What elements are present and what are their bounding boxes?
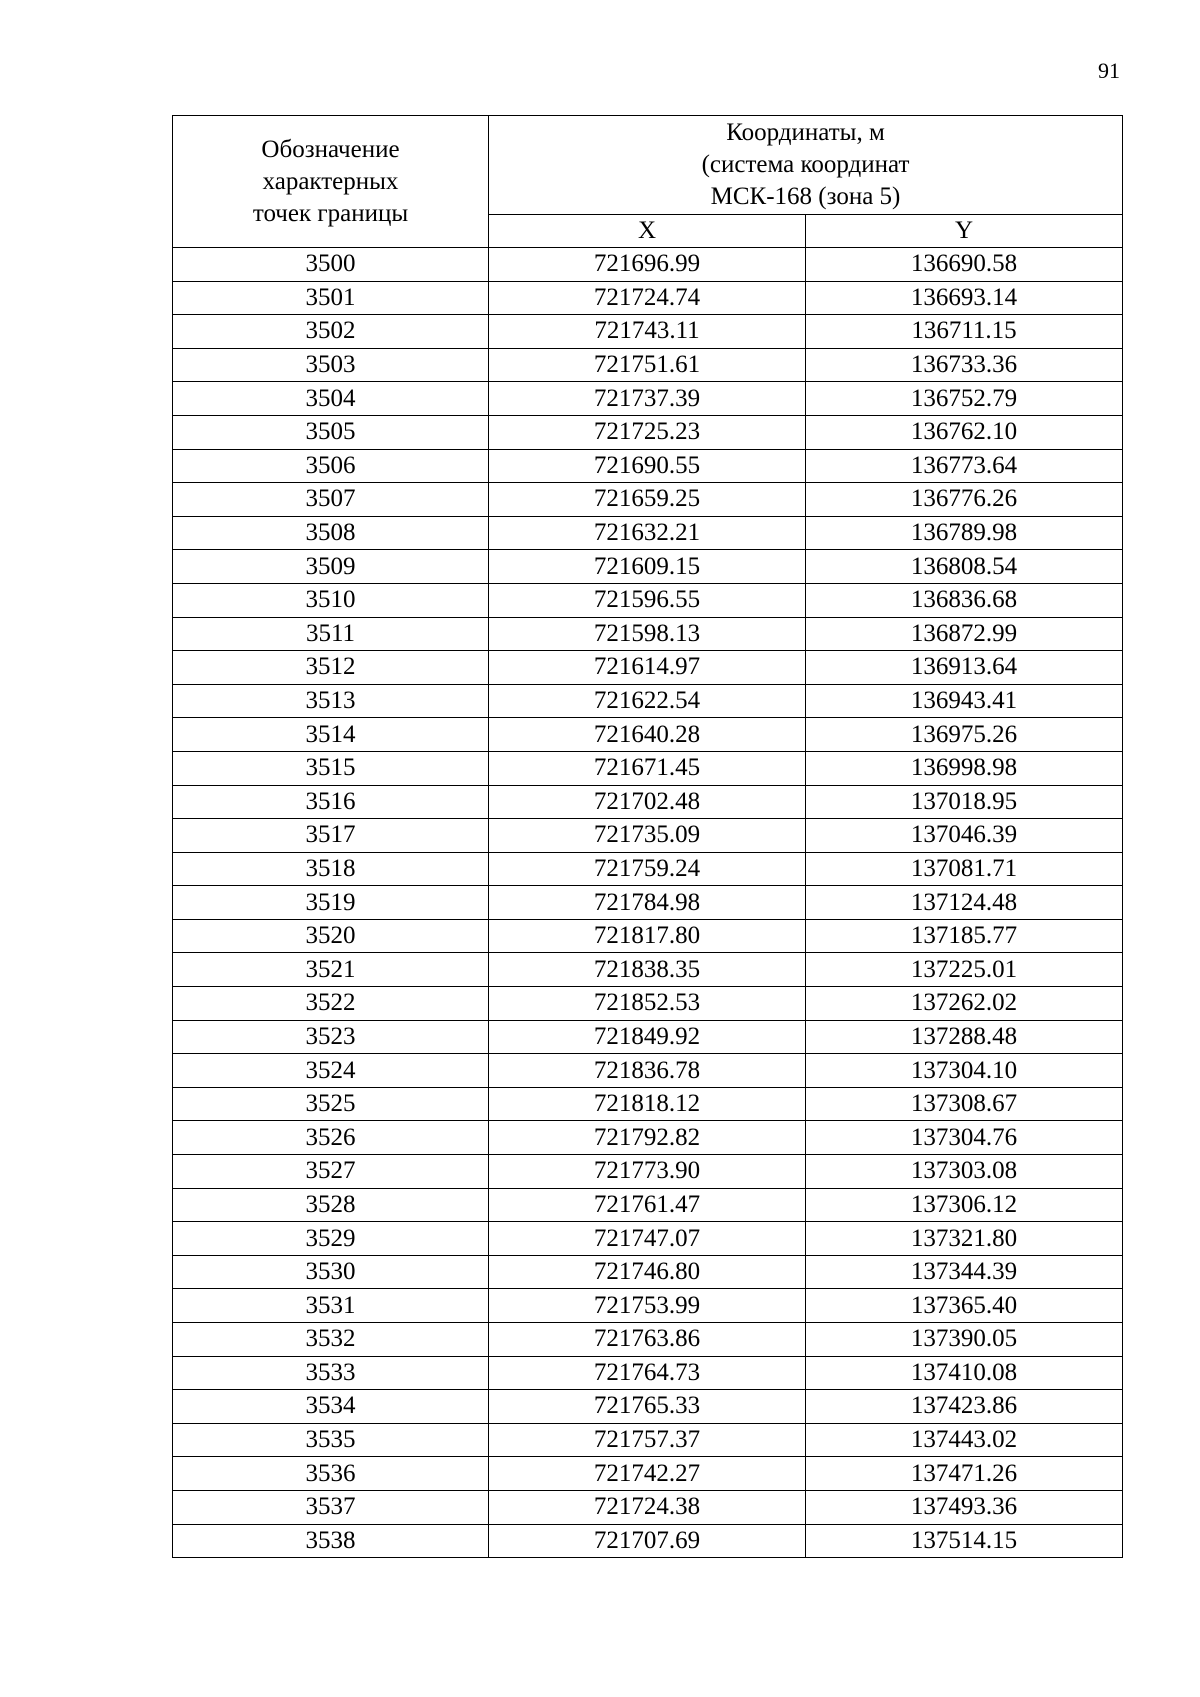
point-cell: 3508 xyxy=(173,516,489,550)
point-cell: 3526 xyxy=(173,1121,489,1155)
point-cell: 3531 xyxy=(173,1289,489,1323)
table-row xyxy=(173,550,1123,584)
point-cell: 3504 xyxy=(173,382,489,416)
table-row xyxy=(173,483,1123,517)
table-row xyxy=(173,1255,1123,1289)
x-coordinate-cell: 721757.37 xyxy=(489,1423,806,1457)
point-cell: 3522 xyxy=(173,987,489,1021)
table-row xyxy=(173,886,1123,920)
coordinates-header xyxy=(489,116,1123,215)
coordinates-header-line: МСК-168 (зона 5) xyxy=(710,183,901,210)
x-coordinate-cell: 721852.53 xyxy=(489,987,806,1021)
y-coordinate-cell: 136943.41 xyxy=(806,684,1123,718)
y-coordinate-cell: 136762.10 xyxy=(806,415,1123,449)
table-row xyxy=(173,382,1123,416)
x-coordinate-cell: 721622.54 xyxy=(489,684,806,718)
point-cell: 3519 xyxy=(173,886,489,920)
designation-header-line: точек границы xyxy=(252,199,409,227)
table-row xyxy=(173,718,1123,752)
y-coordinate-cell: 136711.15 xyxy=(806,315,1123,349)
x-coordinate-cell: 721614.97 xyxy=(489,651,806,685)
x-coordinate-cell: 721690.55 xyxy=(489,449,806,483)
y-coordinate-cell: 136690.58 xyxy=(806,248,1123,282)
point-cell: 3523 xyxy=(173,1020,489,1054)
x-coordinate-cell: 721707.69 xyxy=(489,1524,806,1558)
y-coordinate-cell: 137262.02 xyxy=(806,987,1123,1021)
table-row xyxy=(173,516,1123,550)
table-row xyxy=(173,1390,1123,1424)
point-cell: 3503 xyxy=(173,348,489,382)
point-cell: 3512 xyxy=(173,651,489,685)
x-coordinate-cell: 721753.99 xyxy=(489,1289,806,1323)
y-coordinate-cell: 137124.48 xyxy=(806,886,1123,920)
table-row xyxy=(173,248,1123,282)
y-coordinate-cell: 137471.26 xyxy=(806,1457,1123,1491)
table-row xyxy=(173,651,1123,685)
y-coordinate-cell: 137225.01 xyxy=(806,953,1123,987)
designation-header-line: характерных xyxy=(262,167,399,195)
point-cell: 3514 xyxy=(173,718,489,752)
y-coordinate-cell: 136836.68 xyxy=(806,583,1123,617)
y-coordinate-cell: 137306.12 xyxy=(806,1188,1123,1222)
table-row xyxy=(173,852,1123,886)
point-cell: 3509 xyxy=(173,550,489,584)
y-coordinate-cell: 136773.64 xyxy=(806,449,1123,483)
x-coordinate-cell: 721609.15 xyxy=(489,550,806,584)
table-row xyxy=(173,1323,1123,1357)
y-coordinate-cell: 137303.08 xyxy=(806,1155,1123,1189)
x-coordinate-cell: 721696.99 xyxy=(489,248,806,282)
y-column-header: Y xyxy=(806,215,1123,248)
page-number: 91 xyxy=(1098,58,1120,83)
table-row xyxy=(173,315,1123,349)
coordinates-header-line: Координаты, м xyxy=(726,119,885,146)
x-coordinate-cell: 721773.90 xyxy=(489,1155,806,1189)
y-coordinate-cell: 137308.67 xyxy=(806,1087,1123,1121)
y-coordinate-cell: 137410.08 xyxy=(806,1356,1123,1390)
table-row xyxy=(173,1490,1123,1524)
y-coordinate-cell: 136789.98 xyxy=(806,516,1123,550)
point-cell: 3500 xyxy=(173,248,489,282)
point-cell: 3513 xyxy=(173,684,489,718)
y-coordinate-cell: 137390.05 xyxy=(806,1323,1123,1357)
y-coordinate-cell: 137288.48 xyxy=(806,1020,1123,1054)
point-cell: 3517 xyxy=(173,819,489,853)
table-row xyxy=(173,1524,1123,1558)
designation-header-line: Обозначение xyxy=(261,135,400,163)
y-coordinate-cell: 137018.95 xyxy=(806,785,1123,819)
point-cell: 3535 xyxy=(173,1423,489,1457)
table-row xyxy=(173,987,1123,1021)
point-cell: 3510 xyxy=(173,583,489,617)
table-row xyxy=(173,617,1123,651)
x-coordinate-cell: 721746.80 xyxy=(489,1255,806,1289)
x-coordinate-cell: 721792.82 xyxy=(489,1121,806,1155)
x-coordinate-cell: 721817.80 xyxy=(489,919,806,953)
x-coordinate-cell: 721818.12 xyxy=(489,1087,806,1121)
x-coordinate-cell: 721849.92 xyxy=(489,1020,806,1054)
x-coordinate-cell: 721765.33 xyxy=(489,1390,806,1424)
table-row xyxy=(173,684,1123,718)
y-coordinate-cell: 137443.02 xyxy=(806,1423,1123,1457)
x-coordinate-cell: 721725.23 xyxy=(489,415,806,449)
table-row xyxy=(173,1457,1123,1491)
point-cell: 3501 xyxy=(173,281,489,315)
x-coordinate-cell: 721724.38 xyxy=(489,1490,806,1524)
point-cell: 3527 xyxy=(173,1155,489,1189)
x-coordinate-cell: 721836.78 xyxy=(489,1054,806,1088)
table-row xyxy=(173,281,1123,315)
point-cell: 3534 xyxy=(173,1390,489,1424)
y-coordinate-cell: 136776.26 xyxy=(806,483,1123,517)
table-row xyxy=(173,1054,1123,1088)
point-cell: 3533 xyxy=(173,1356,489,1390)
y-coordinate-cell: 137081.71 xyxy=(806,852,1123,886)
point-cell: 3502 xyxy=(173,315,489,349)
x-coordinate-cell: 721838.35 xyxy=(489,953,806,987)
x-coordinate-cell: 721743.11 xyxy=(489,315,806,349)
point-cell: 3538 xyxy=(173,1524,489,1558)
y-coordinate-cell: 137514.15 xyxy=(806,1524,1123,1558)
point-cell: 3528 xyxy=(173,1188,489,1222)
x-coordinate-cell: 721596.55 xyxy=(489,583,806,617)
table-row xyxy=(173,1188,1123,1222)
table-body xyxy=(173,248,1123,1558)
x-coordinate-cell: 721761.47 xyxy=(489,1188,806,1222)
point-cell: 3511 xyxy=(173,617,489,651)
point-cell: 3529 xyxy=(173,1222,489,1256)
y-coordinate-cell: 137304.10 xyxy=(806,1054,1123,1088)
x-coordinate-cell: 721737.39 xyxy=(489,382,806,416)
y-coordinate-cell: 136733.36 xyxy=(806,348,1123,382)
x-coordinate-cell: 721759.24 xyxy=(489,852,806,886)
x-coordinate-cell: 721763.86 xyxy=(489,1323,806,1357)
table-row xyxy=(173,348,1123,382)
table-row xyxy=(173,1121,1123,1155)
x-column-header: X xyxy=(489,215,806,248)
y-coordinate-cell: 137423.86 xyxy=(806,1390,1123,1424)
point-cell: 3516 xyxy=(173,785,489,819)
table-row xyxy=(173,919,1123,953)
y-coordinate-cell: 137321.80 xyxy=(806,1222,1123,1256)
x-coordinate-cell: 721735.09 xyxy=(489,819,806,853)
x-coordinate-cell: 721659.25 xyxy=(489,483,806,517)
coordinates-table xyxy=(172,115,1123,1558)
point-cell: 3532 xyxy=(173,1323,489,1357)
x-coordinate-cell: 721751.61 xyxy=(489,348,806,382)
table-row xyxy=(173,1155,1123,1189)
table-row xyxy=(173,1020,1123,1054)
table-row xyxy=(173,449,1123,483)
point-cell: 3536 xyxy=(173,1457,489,1491)
table-row xyxy=(173,583,1123,617)
point-cell: 3507 xyxy=(173,483,489,517)
x-coordinate-cell: 721598.13 xyxy=(489,617,806,651)
point-cell: 3530 xyxy=(173,1255,489,1289)
table-row xyxy=(173,751,1123,785)
point-cell: 3525 xyxy=(173,1087,489,1121)
point-cell: 3506 xyxy=(173,449,489,483)
coordinates-header-line: (система координат xyxy=(701,151,910,178)
table-row xyxy=(173,1356,1123,1390)
x-coordinate-cell: 721724.74 xyxy=(489,281,806,315)
y-coordinate-cell: 137304.76 xyxy=(806,1121,1123,1155)
x-coordinate-cell: 721632.21 xyxy=(489,516,806,550)
y-coordinate-cell: 136752.79 xyxy=(806,382,1123,416)
point-cell: 3524 xyxy=(173,1054,489,1088)
y-coordinate-cell: 137365.40 xyxy=(806,1289,1123,1323)
x-coordinate-cell: 721640.28 xyxy=(489,718,806,752)
table-header xyxy=(173,116,1123,248)
point-cell: 3518 xyxy=(173,852,489,886)
y-coordinate-cell: 136913.64 xyxy=(806,651,1123,685)
y-coordinate-cell: 136998.98 xyxy=(806,751,1123,785)
table-row xyxy=(173,415,1123,449)
table-row xyxy=(173,953,1123,987)
y-coordinate-cell: 137344.39 xyxy=(806,1255,1123,1289)
point-cell: 3521 xyxy=(173,953,489,987)
x-coordinate-cell: 721742.27 xyxy=(489,1457,806,1491)
x-coordinate-cell: 721671.45 xyxy=(489,751,806,785)
table-row xyxy=(173,1423,1123,1457)
x-coordinate-cell: 721764.73 xyxy=(489,1356,806,1390)
y-coordinate-cell: 136975.26 xyxy=(806,718,1123,752)
table-row xyxy=(173,1289,1123,1323)
table-row xyxy=(173,1087,1123,1121)
table-row xyxy=(173,785,1123,819)
point-cell: 3505 xyxy=(173,415,489,449)
y-coordinate-cell: 137185.77 xyxy=(806,919,1123,953)
point-cell: 3515 xyxy=(173,751,489,785)
table-row xyxy=(173,1222,1123,1256)
x-coordinate-cell: 721702.48 xyxy=(489,785,806,819)
y-coordinate-cell: 137046.39 xyxy=(806,819,1123,853)
y-coordinate-cell: 137493.36 xyxy=(806,1490,1123,1524)
x-coordinate-cell: 721784.98 xyxy=(489,886,806,920)
point-cell: 3520 xyxy=(173,919,489,953)
y-coordinate-cell: 136693.14 xyxy=(806,281,1123,315)
table-row xyxy=(173,819,1123,853)
designation-header xyxy=(173,116,489,248)
y-coordinate-cell: 136872.99 xyxy=(806,617,1123,651)
point-cell: 3537 xyxy=(173,1490,489,1524)
y-coordinate-cell: 136808.54 xyxy=(806,550,1123,584)
x-coordinate-cell: 721747.07 xyxy=(489,1222,806,1256)
